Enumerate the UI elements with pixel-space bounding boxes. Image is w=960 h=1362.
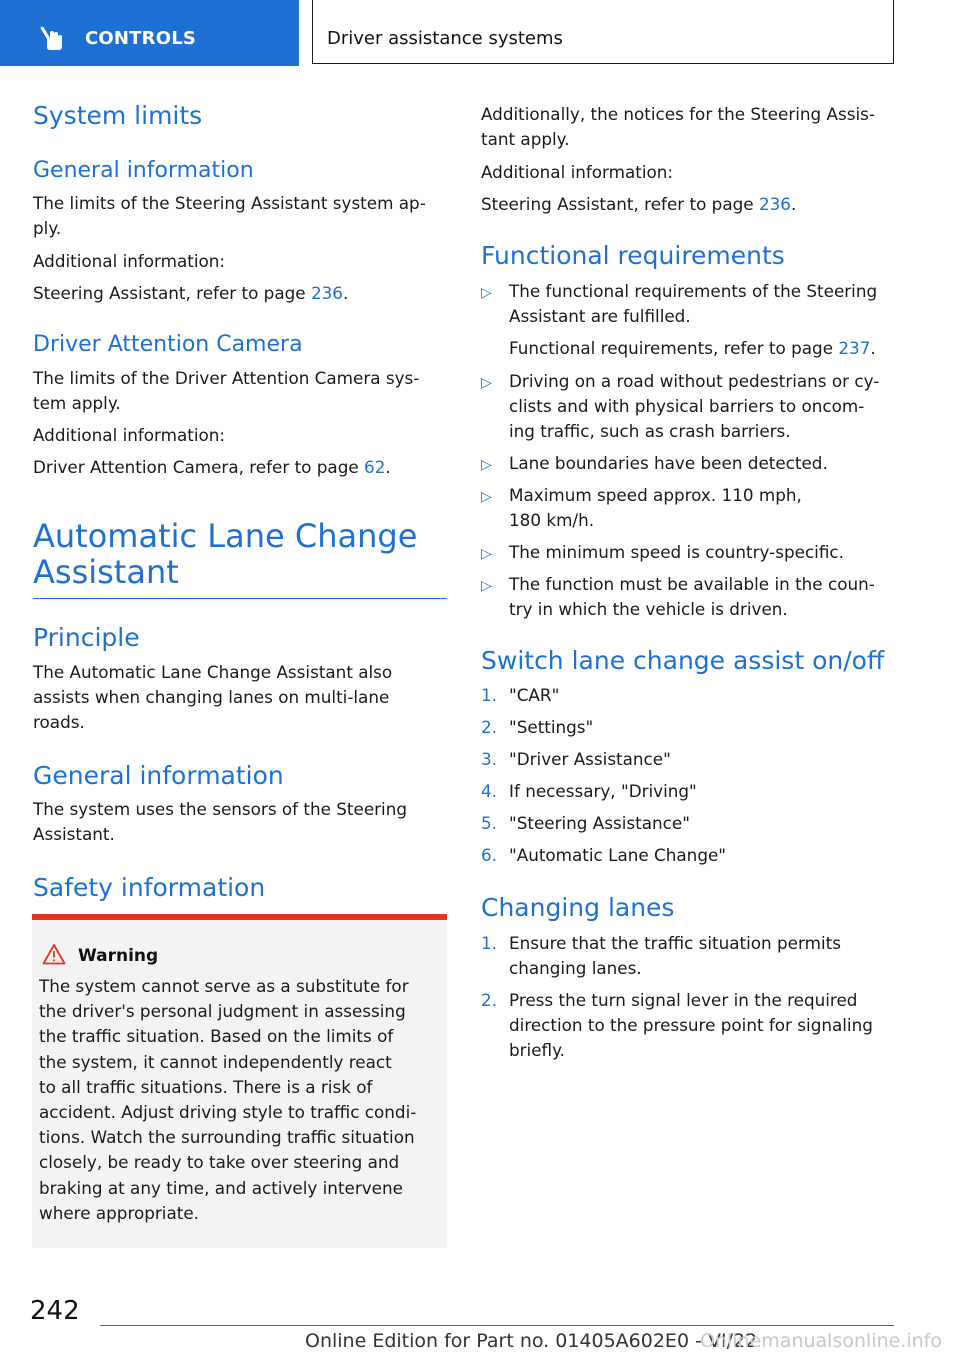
step-text: "Driver Assistance" <box>509 749 671 769</box>
steering-hand-icon <box>38 25 66 51</box>
warning-bar <box>32 914 447 920</box>
bullet-line: Maximum speed approx. 110 mph, <box>509 485 802 505</box>
triangle-bullet-icon: ▷ <box>481 375 492 391</box>
heading-safety-information: Safety information <box>33 873 266 902</box>
heading-general-information: General information <box>33 158 254 183</box>
warning-line: the driver's personal judgment in assessing <box>39 1001 406 1022</box>
warning-triangle-icon <box>42 943 66 965</box>
warning-line: braking at any time, and actively intervene <box>39 1177 403 1198</box>
reference-text: Functional requirements, refer to page <box>509 338 839 358</box>
paragraph-line: The limits of the Driver Attention Camera sys- <box>33 368 420 388</box>
warning-line: to all traffic situations. There is a risk of <box>39 1076 373 1097</box>
paragraph-line: ply. <box>33 218 62 238</box>
warning-line: the traffic situation. Based on the limits of <box>39 1026 394 1047</box>
bullet-line: ing traffic, such as crash barriers. <box>509 421 791 441</box>
step-number: 6. <box>481 845 498 865</box>
title-divider <box>33 598 447 599</box>
triangle-bullet-icon: ▷ <box>481 489 492 505</box>
step-text: "Settings" <box>509 717 594 737</box>
page-reference <box>481 192 796 217</box>
reference-text: Driver Attention Camera, refer to page <box>33 457 365 477</box>
paragraph-line: The system uses the sensors of the Steering <box>33 799 408 819</box>
triangle-bullet-icon: ▷ <box>481 578 492 594</box>
heading-changing-lanes: Changing lanes <box>481 893 675 922</box>
step-line: Ensure that the traffic situation permits <box>509 933 841 953</box>
bullet-line: 180 km/h. <box>509 510 595 530</box>
bullet-text: Lane boundaries have been detected. <box>509 453 828 473</box>
warning-line: the system, it cannot independently react <box>39 1051 392 1072</box>
step-number: 3. <box>481 749 498 769</box>
reference-text: Steering Assistant, refer to page <box>33 283 311 303</box>
bullet-line: clists and with physical barriers to oncom- <box>509 396 865 416</box>
chapter-tab <box>312 0 894 64</box>
reference-end: . <box>342 283 349 303</box>
bullet-text <box>509 572 899 622</box>
heading-driver-attention-camera: Driver Attention Camera <box>33 332 303 357</box>
bullet-text <box>509 369 899 444</box>
page-link[interactable]: 237 <box>838 338 871 358</box>
heading-functional-requirements: Functional requirements <box>481 241 785 270</box>
triangle-bullet-icon: ▷ <box>481 546 492 562</box>
reference-text: Steering Assistant, refer to page <box>481 194 759 214</box>
step-line: direction to the pressure point for signaling <box>509 1015 873 1035</box>
page-number: 242 <box>30 1296 80 1326</box>
step-number: 2. <box>481 717 498 737</box>
section-tab-label: CONTROLS <box>85 28 197 49</box>
watermark: Onlinemanualsonline.info <box>700 1330 942 1352</box>
paragraph-line: Assistant. <box>33 824 115 844</box>
warning-line: accident. Adjust driving style to traffic condi- <box>39 1102 417 1123</box>
paragraph-line: The limits of the Steering Assistant system ap- <box>33 193 426 213</box>
heading-principle: Principle <box>33 623 140 652</box>
heading-system-limits: System limits <box>33 101 203 130</box>
step-text: "Steering Assistance" <box>509 813 690 833</box>
paragraph-line: tem apply. <box>33 393 121 413</box>
step-number: 2. <box>481 990 498 1010</box>
chapter-tab-label: Driver assistance systems <box>327 28 563 49</box>
paragraph-line: Additionally, the notices for the Steering Assis- <box>481 104 875 124</box>
page-reference <box>33 455 391 480</box>
bullet-line: The function must be available in the coun- <box>509 574 875 594</box>
paragraph-line: assists when changing lanes on multi-lane <box>33 687 390 707</box>
additional-info-label: Additional information: <box>481 162 674 182</box>
footer-edition: Online Edition for Part no. 01405A602E0 - VI/22 <box>305 1330 758 1352</box>
warning-body <box>39 974 437 1226</box>
step-number: 4. <box>481 781 498 801</box>
heading-general-information: General information <box>33 761 284 790</box>
paragraph-line: roads. <box>33 712 85 732</box>
footer-divider <box>100 1325 894 1326</box>
step-number: 1. <box>481 685 498 705</box>
paragraph-line: tant apply. <box>481 129 570 149</box>
page-reference <box>33 281 348 306</box>
additional-info-label: Additional information: <box>33 425 226 445</box>
page-link[interactable]: 62 <box>364 457 386 477</box>
bullet-line: Assistant are fulfilled. <box>509 306 691 326</box>
additional-info-label: Additional information: <box>33 251 226 271</box>
warning-line: where appropriate. <box>39 1202 199 1223</box>
step-number: 5. <box>481 813 498 833</box>
section-tab-controls <box>0 0 299 66</box>
bullet-text <box>509 483 899 533</box>
warning-box <box>32 914 447 1248</box>
page-link[interactable]: 236 <box>310 283 343 303</box>
step-line: changing lanes. <box>509 958 642 978</box>
step-number: 1. <box>481 933 498 953</box>
page-header <box>0 0 960 66</box>
page-reference <box>509 336 899 361</box>
warning-line: closely, be ready to take over steering and <box>39 1152 400 1173</box>
step-text <box>509 988 899 1063</box>
warning-title: Warning <box>78 946 159 966</box>
bullet-line: Driving on a road without pedestrians or cy- <box>509 371 880 391</box>
triangle-bullet-icon: ▷ <box>481 285 492 301</box>
page-link[interactable]: 236 <box>758 194 791 214</box>
reference-end: . <box>790 194 797 214</box>
step-text: If necessary, "Driving" <box>509 781 697 801</box>
step-line: briefly. <box>509 1040 565 1060</box>
paragraph-line: The Automatic Lane Change Assistant also <box>33 662 393 682</box>
bullet-text: The minimum speed is country-specific. <box>509 542 844 562</box>
reference-end: . <box>385 457 391 477</box>
chapter-title-line: Automatic Lane Change <box>33 517 418 555</box>
bullet-text <box>509 279 899 361</box>
warning-line: The system cannot serve as a substitute for <box>39 976 409 996</box>
step-text <box>509 931 899 981</box>
warning-line: tions. Watch the surrounding traffic situation <box>39 1127 415 1148</box>
triangle-bullet-icon: ▷ <box>481 457 492 473</box>
step-text: "Automatic Lane Change" <box>509 845 727 865</box>
chapter-title-line: Assistant <box>33 553 179 591</box>
step-line: Press the turn signal lever in the required <box>509 990 858 1010</box>
heading-switch-lane-change-assist: Switch lane change assist on/off <box>481 646 885 675</box>
bullet-line: try in which the vehicle is driven. <box>509 599 788 619</box>
reference-end: . <box>870 338 876 358</box>
bullet-line: The functional requirements of the Steering <box>509 281 878 301</box>
step-text: "CAR" <box>509 685 560 705</box>
